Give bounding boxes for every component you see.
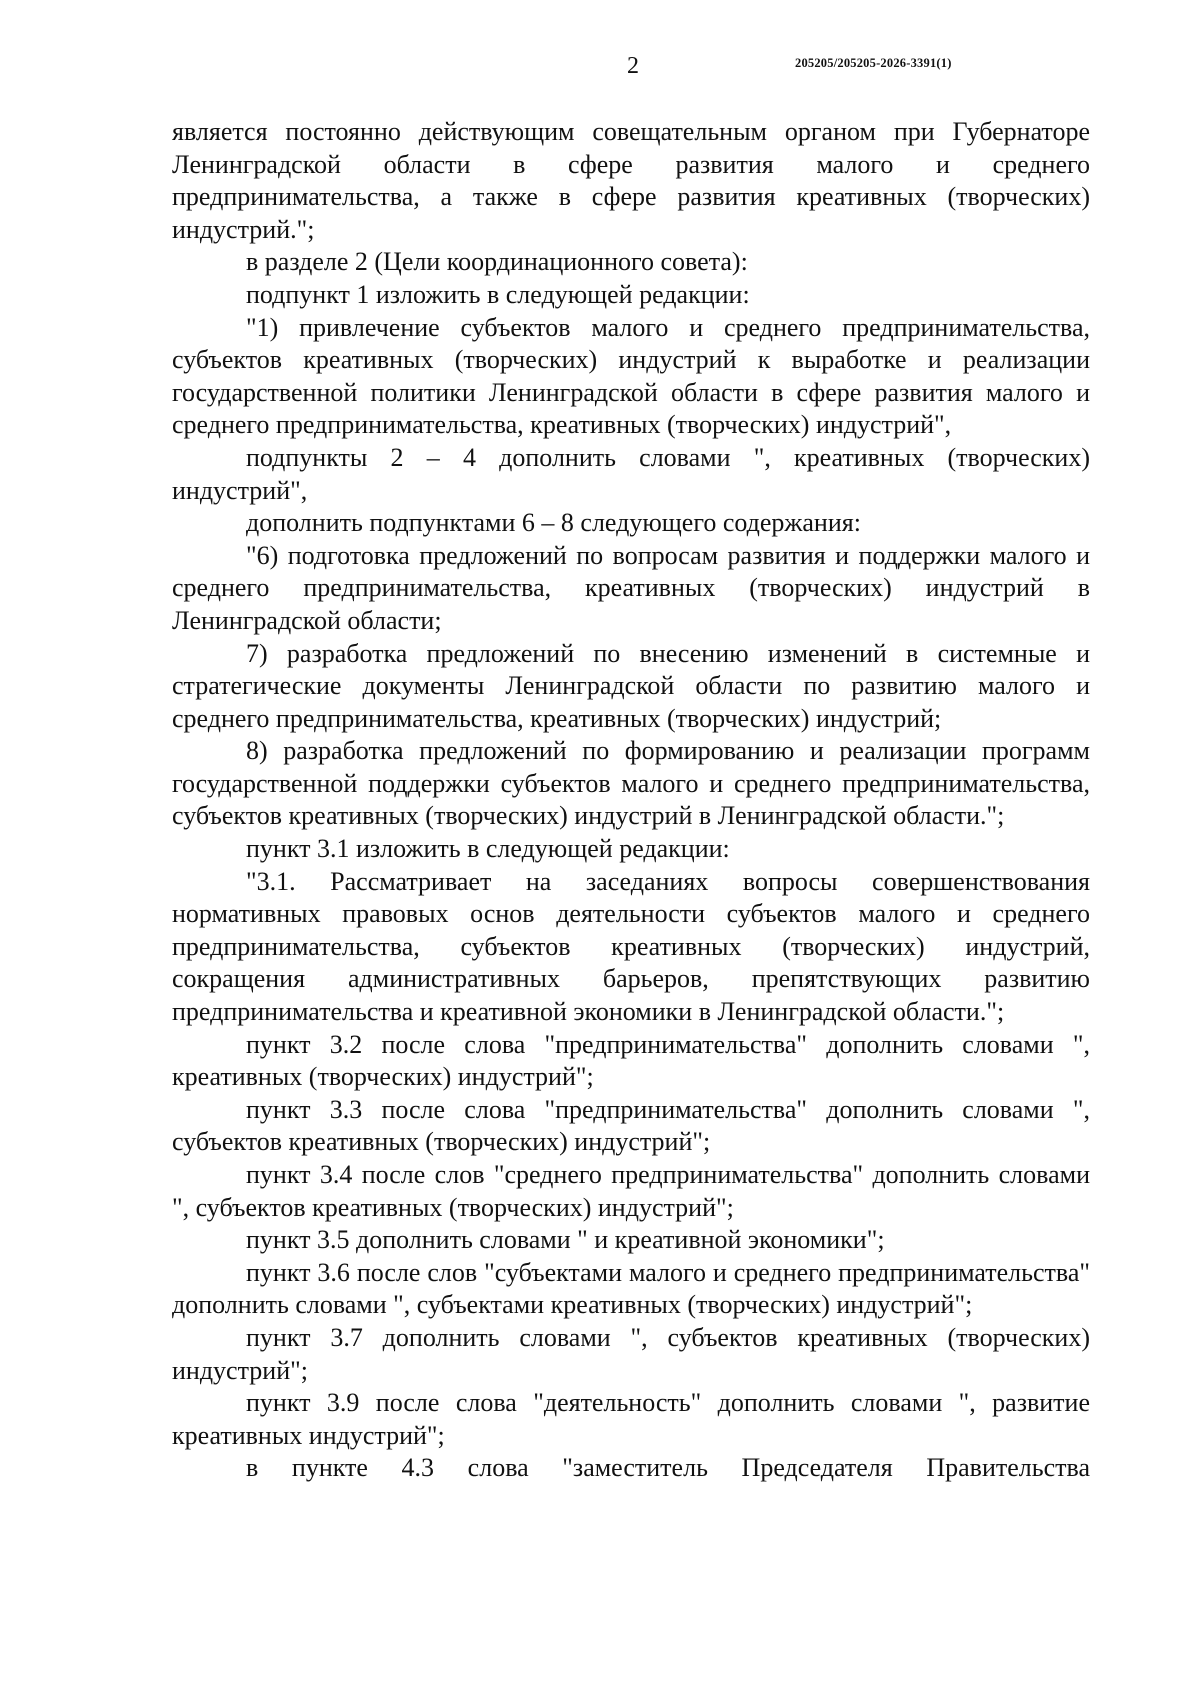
paragraph-subitem-6: "6) подготовка предложений по вопросам развития и поддержки малого и среднего предпринимательства, креативных (творческих) индустрий в Ленинградской области; — [172, 540, 1090, 635]
paragraph-subitem-1-instruction: подпункт 1 изложить в следующей редакции: — [246, 279, 750, 309]
paragraph-council-status: является постоянно действующим совещательным органом при Губернаторе Ленинградской области в сфере развития малого и среднего предпринимательства, а также в сфере развития креативных (творческих) индустрий."; — [172, 117, 1090, 244]
paragraph-item-3-3: пункт 3.3 после слова "предпринимательства" дополнить словами ", субъектов креативных (творческих) индустрий"; — [172, 1094, 1090, 1157]
paragraph-item-3-1-text: "3.1. Рассматривает на заседаниях вопросы совершенствования нормативных правовых основ деятельности субъектов малого и среднего предпринимательства, субъектов креативных (творческих) индустрий, сокращения административных барьеров, препятствующих развитию предпринимательства и креативной экономики в Ленинградской области."; — [172, 866, 1090, 1027]
page-number: 2 — [627, 53, 639, 79]
paragraph-item-3-6: пункт 3.6 после слов "субъектами малого и среднего предпринимательства" дополнить словами ", субъектами креативных (творческих) индустрий"; — [172, 1257, 1090, 1320]
paragraph-item-4-3: в пункте 4.3 слова "заместитель Председателя Правительства — [246, 1453, 1090, 1483]
paragraph-item-3-1-instruction: пункт 3.1 изложить в следующей редакции: — [246, 834, 730, 864]
paragraph-section-2-heading: в разделе 2 (Цели координационного совета): — [246, 247, 748, 277]
paragraph-item-3-4: пункт 3.4 после слов "среднего предпринимательства" дополнить словами ", субъектов креативных (творческих) индустрий"; — [172, 1160, 1090, 1222]
paragraph-subitem-1-text: "1) привлечение субъектов малого и среднего предпринимательства, субъектов креативных (творческих) индустрий к выработке и реализации государственной политики Ленинградской области в сфере развития малого и среднего предпринимательства, креативных (творческих) индустрий", — [172, 312, 1090, 440]
paragraph-subitem-8: 8) разработка предложений по формированию и реализации программ государственной поддержки субъектов малого и среднего предпринимательства, субъектов креативных (творческих) индустрий в Ленинградской области."; — [172, 736, 1090, 831]
document-body — [172, 116, 1090, 1485]
paragraph-item-3-2: пункт 3.2 после слова "предпринимательства" дополнить словами ", креативных (творческих) индустрий"; — [172, 1029, 1090, 1092]
paragraph-subitems-2-4: подпункты 2 – 4 дополнить словами ", креативных (творческих) индустрий", — [172, 442, 1090, 505]
paragraph-item-3-9: пункт 3.9 после слова "деятельность" дополнить словами ", развитие креативных индустрий"; — [172, 1388, 1090, 1450]
paragraph-item-3-5: пункт 3.5 дополнить словами " и креативной экономики"; — [246, 1225, 885, 1255]
document-registration-code: 205205/205205-2026-3391(1) — [795, 56, 952, 70]
paragraph-subitem-7: 7) разработка предложений по внесению изменений в системные и стратегические документы Ленинградской области по развитию малого и среднего предпринимательства, креативных (творческих) индустрий; — [172, 638, 1090, 733]
paragraph-add-subitems-6-8: дополнить подпунктами 6 – 8 следующего содержания: — [246, 508, 861, 538]
paragraph-item-3-7: пункт 3.7 дополнить словами ", субъектов креативных (творческих) индустрий"; — [172, 1322, 1090, 1385]
